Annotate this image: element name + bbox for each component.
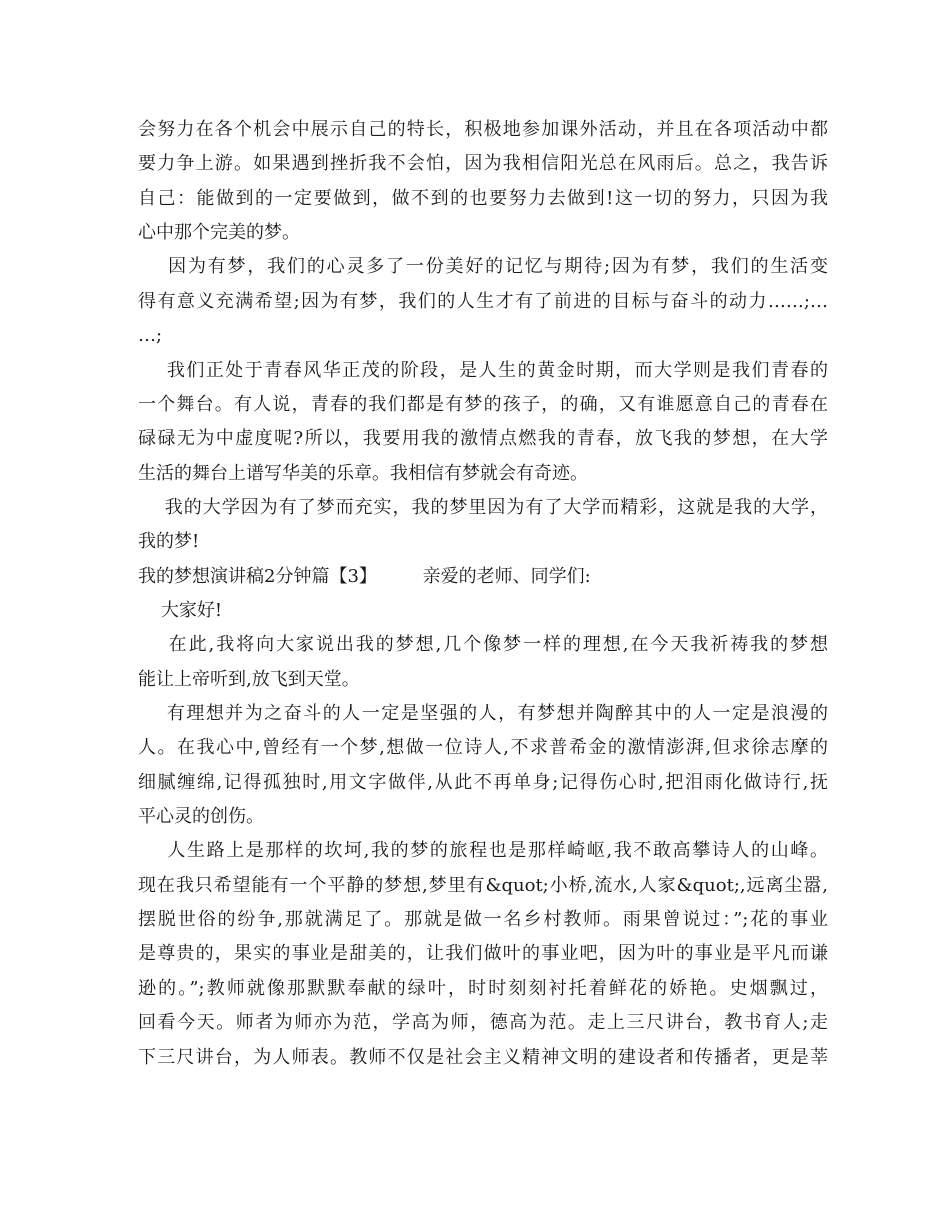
- text-line: 在此,我将向大家说出我的梦想,几个像梦一样的理想,在今天我祈祷我的梦想: [138, 634, 828, 656]
- text-line: 大家好!: [138, 599, 223, 621]
- text-line: 我们正处于青春风华正茂的阶段，是人生的黄金时期，而大学则是我们青春的: [138, 359, 828, 381]
- text-line: 细腻缠绵,记得孤独时,用文字做伴,从此不再单身;记得伤心时,把泪雨化做诗行,抚: [138, 771, 828, 793]
- text-line: 因为有梦，我们的心灵多了一份美好的记忆与期待;因为有梦，我们的生活变: [138, 256, 828, 278]
- text-line: 摆脱世俗的纷争,那就满足了。那就是做一名乡村教师。雨果曾说过：”;花的事业: [138, 909, 828, 931]
- text-line: 会努力在各个机会中展示自己的特长，积极地参加课外活动，并且在各项活动中都: [138, 119, 828, 140]
- text-line: 我的梦!: [138, 531, 200, 553]
- text-line: 生活的舞台上谱写华美的乐章。我相信有梦就会有奇迹。: [138, 462, 588, 484]
- text-line: 我的梦想演讲稿2分钟篇【3】 亲爱的老师、同学们:: [138, 565, 591, 587]
- text-line: 得有意义充满希望;因为有梦，我们的人生才有了前进的目标与奋斗的动力……;…: [138, 290, 828, 312]
- text-line: 我的大学因为有了梦而充实，我的梦里因为有了大学而精彩，这就是我的大学，: [138, 496, 828, 518]
- text-line: 碌碌无为中虚度呢?所以，我要用我的激情点燃我的青春，放飞我的梦想，在大学: [138, 428, 828, 450]
- text-line: 人生路上是那样的坎坷,我的梦的旅程也是那样崎岖,我不敢高攀诗人的山峰。: [138, 840, 828, 862]
- text-line: 自己：能做到的一定要做到，做不到的也要努力去做到!这一切的努力，只因为我: [138, 187, 828, 209]
- text-line: 平心灵的创伤。: [138, 806, 264, 827]
- text-line: 是尊贵的，果实的事业是甜美的，让我们做叶的事业吧，因为叶的事业是平凡而谦: [138, 943, 828, 965]
- text-line: 有理想并为之奋斗的人一定是坚强的人，有梦想并陶醉其中的人一定是浪漫的: [138, 703, 828, 724]
- text-line: 人。在我心中,曾经有一个梦,想做一位诗人,不求普希金的激情澎湃,但求徐志摩的: [138, 737, 828, 759]
- text-line: 要力争上游。如果遇到挫折我不会怕，因为我相信阳光总在风雨后。总之，我告诉: [138, 153, 828, 175]
- text-line: 回看今天。师者为师亦为范，学高为师，德高为范。走上三尺讲台，教书育人;走: [138, 1012, 828, 1034]
- text-line: 逊的。”;教师就像那默默奉献的绿叶，时时刻刻衬托着鲜花的娇艳。史烟飘过，: [138, 977, 828, 999]
- text-line: 现在我只希望能有一个平静的梦想,梦里有&quot;小桥,流水,人家&quot;,远离尘嚣,: [138, 874, 828, 896]
- text-line: …;: [138, 325, 163, 347]
- text-line: 一个舞台。有人说，青春的我们都是有梦的孩子，的确，又有谁愿意自己的青春在: [138, 393, 828, 415]
- text-line: 能让上帝听到,放飞到天堂。: [138, 668, 360, 690]
- text-line: 心中那个完美的梦。: [138, 222, 300, 244]
- text-line: 下三尺讲台，为人师表。教师不仅是社会主义精神文明的建设者和传播者，更是莘: [138, 1046, 828, 1068]
